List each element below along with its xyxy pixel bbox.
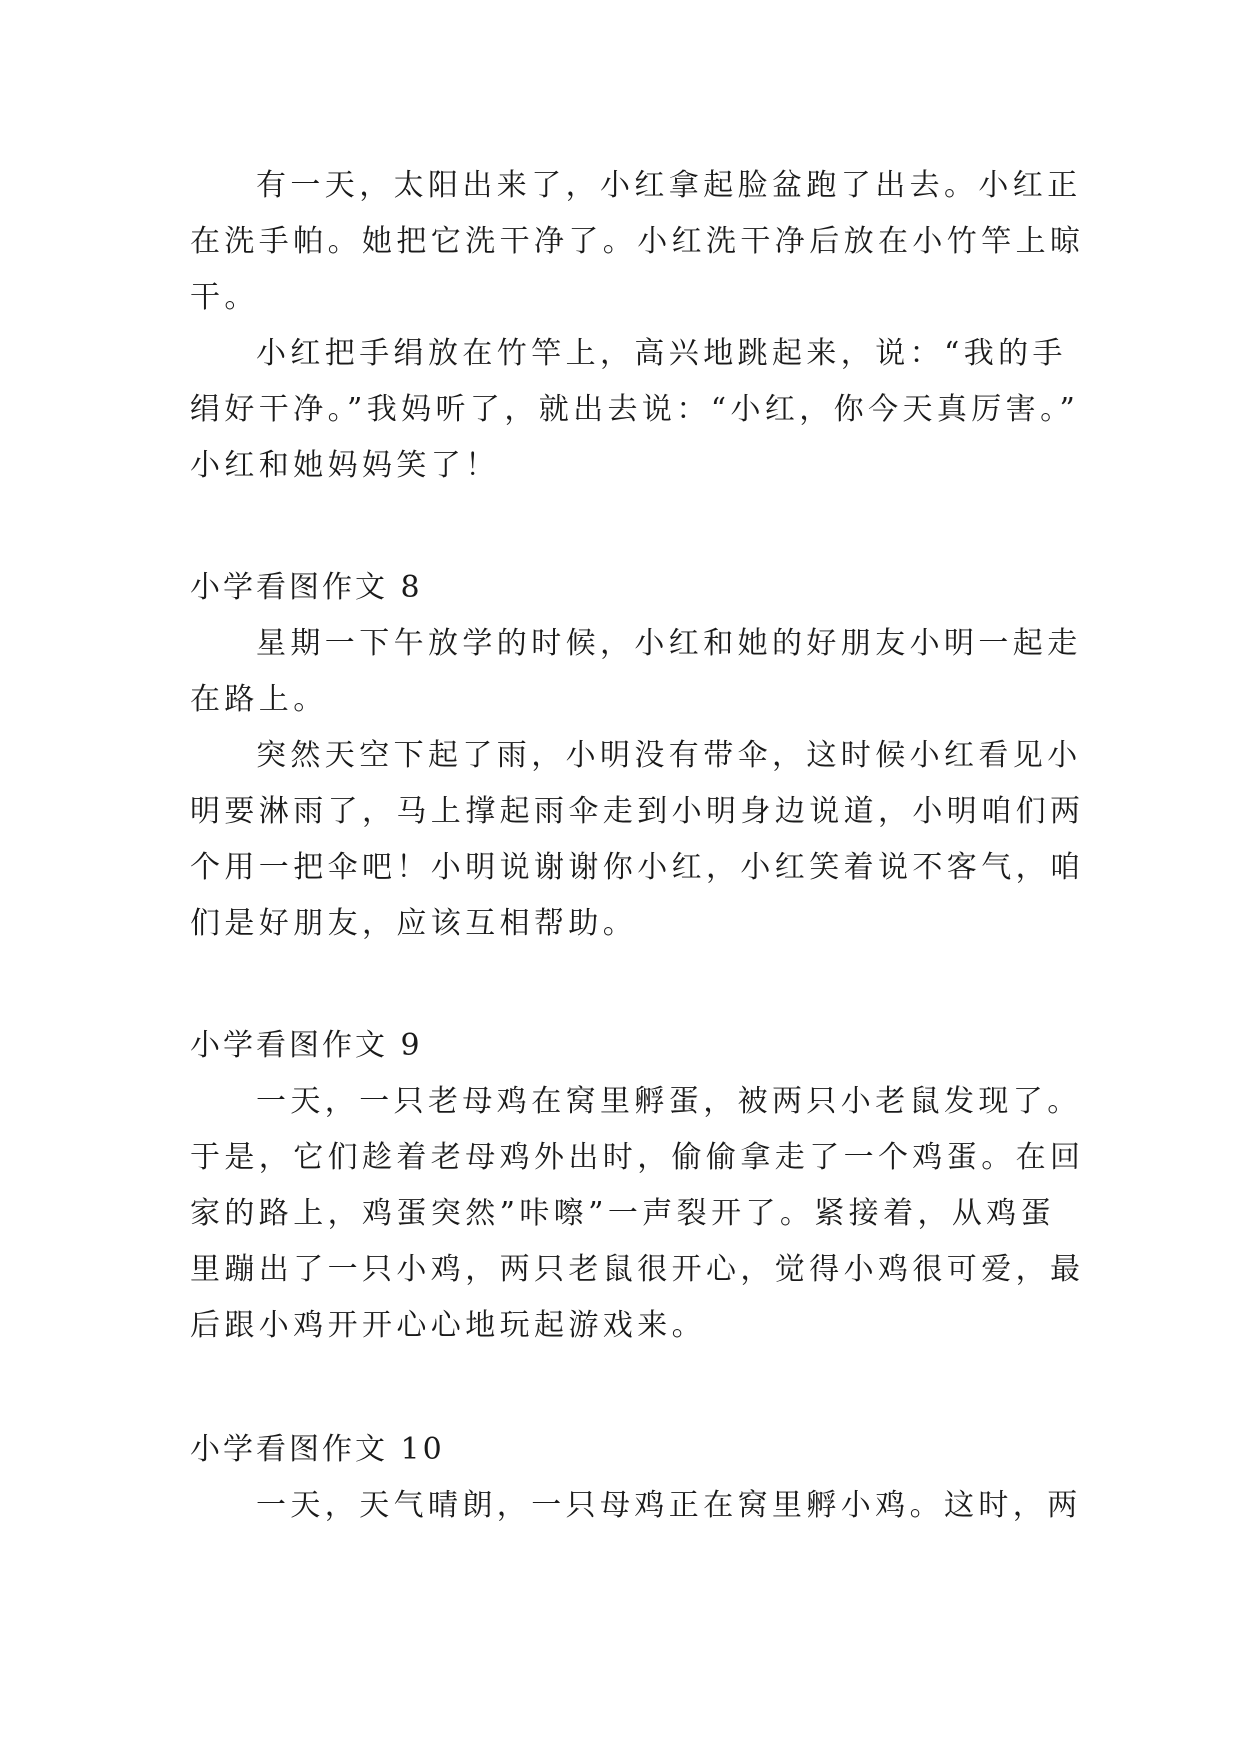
paragraph-line: 绢好干净。”我妈听了，就出去说：“小红，你今天真厉害。”: [190, 392, 1080, 427]
paragraph-line: 有一天，太阳出来了，小红拿起脸盆跑了出去。小红正: [256, 168, 1082, 203]
paragraph-line: 干。: [190, 280, 259, 315]
paragraph-line: 突然天空下起了雨，小明没有带伞，这时候小红看见小: [256, 738, 1082, 773]
paragraph-line: 一天，天气晴朗，一只母鸡正在窝里孵小鸡。这时，两: [256, 1488, 1082, 1523]
paragraph-line: 于是，它们趁着老母鸡外出时，偷偷拿走了一个鸡蛋。在回: [190, 1140, 1085, 1175]
section-heading: 小学看图作文 9: [190, 1028, 423, 1063]
section-heading: 小学看图作文 8: [190, 570, 423, 605]
paragraph-line: 明要淋雨了，马上撑起雨伞走到小明身边说道，小明咱们两: [190, 794, 1085, 829]
paragraph-line: 小红把手绢放在竹竿上，高兴地跳起来，说：“我的手: [256, 336, 1067, 371]
paragraph-line: 里蹦出了一只小鸡，两只老鼠很开心，觉得小鸡很可爱，最: [190, 1252, 1085, 1287]
paragraph-line: 星期一下午放学的时候，小红和她的好朋友小明一起走: [256, 626, 1082, 661]
paragraph-line: 一天，一只老母鸡在窝里孵蛋，被两只小老鼠发现了。: [256, 1084, 1082, 1119]
paragraph-line: 后跟小鸡开开心心地玩起游戏来。: [190, 1308, 706, 1343]
paragraph-line: 在路上。: [190, 682, 328, 717]
paragraph-line: 个用一把伞吧！小明说谢谢你小红，小红笑着说不客气，咱: [190, 850, 1085, 885]
section-heading: 小学看图作文 10: [190, 1432, 445, 1467]
paragraph-line: 家的路上，鸡蛋突然”咔嚓”一声裂开了。紧接着，从鸡蛋: [190, 1196, 1056, 1231]
paragraph-line: 在洗手帕。她把它洗干净了。小红洗干净后放在小竹竿上晾: [190, 224, 1085, 259]
paragraph-line: 小红和她妈妈笑了！: [190, 448, 500, 483]
paragraph-line: 们是好朋友，应该互相帮助。: [190, 906, 638, 941]
